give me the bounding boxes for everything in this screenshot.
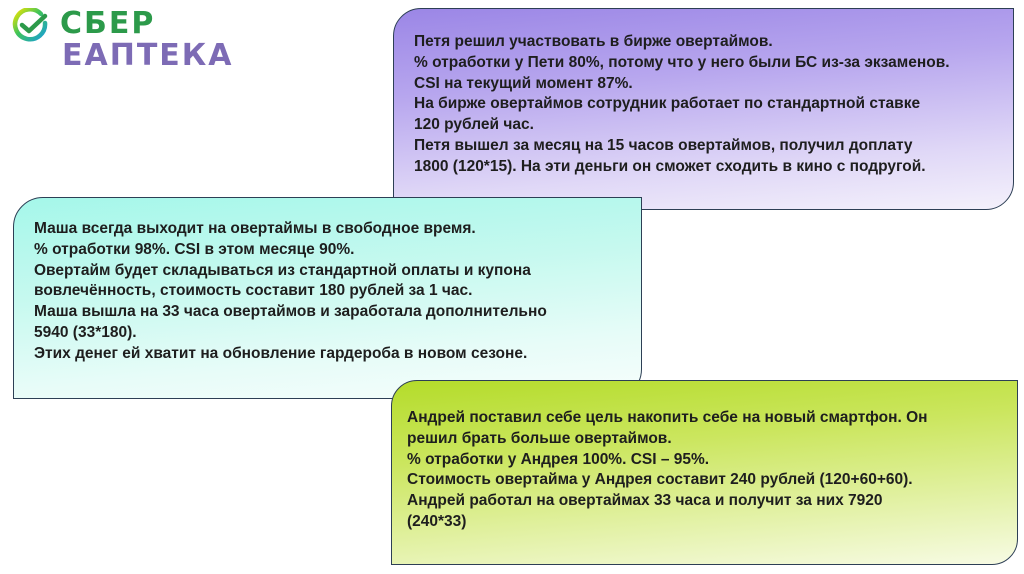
card-masha — [13, 197, 642, 399]
text-line: Стоимость овертайма у Андрея составит 240 рублей (120+60+60). — [407, 471, 913, 489]
text-line: 120 рублей час. — [414, 116, 534, 134]
logo-text-sber: СБЕР — [60, 6, 156, 41]
text-line: Андрей работал на овертаймах 33 часа и получит за них 7920 — [407, 492, 883, 510]
text-line: Андрей поставил себе цель накопить себе на новый смартфон. Он — [407, 409, 928, 426]
text-line: CSI на текущий момент 87%. — [414, 74, 633, 92]
text-line: Овертайм будет складываться из стандартной оплаты и купона — [34, 261, 531, 279]
text-line: (240*33) — [407, 512, 467, 530]
text-line: % отработки у Пети 80%, потому что у него были БС из-за экзаменов. — [414, 53, 950, 71]
text-line: Маша вышла на 33 часа овертаймов и заработала дополнительно — [34, 303, 547, 321]
text-line: % отработки 98%. CSI в этом месяце 90%. — [34, 240, 355, 258]
card-petya — [393, 8, 1014, 210]
text-line: вовлечённость, стоимость составит 180 рублей за 1 час. — [34, 282, 473, 300]
text-line: решил брать больше овертаймов. — [407, 429, 672, 447]
text-line: Этих денег ей хватит на обновление гардероба в новом сезоне. — [34, 344, 528, 362]
card-petya-text — [414, 32, 1004, 178]
card-andrey — [391, 380, 1018, 565]
card-masha-text — [34, 219, 634, 365]
text-line: 5940 (33*180). — [34, 323, 137, 341]
text-line: % отработки у Андрея 100%. CSI – 95%. — [407, 450, 710, 468]
text-line: На бирже овертаймов сотрудник работает по стандартной ставке — [414, 95, 921, 113]
logo-text-eapteka: ЕАПТЕКА — [62, 38, 234, 73]
text-line: Петя решил участвовать в бирже овертаймов. — [414, 33, 773, 50]
sber-eapteka-logo — [10, 4, 240, 74]
text-line: 1800 (120*15). На эти деньги он сможет сходить в кино с подругой. — [414, 157, 926, 175]
card-andrey-text — [407, 408, 1007, 533]
sber-check-circle-icon — [10, 8, 54, 44]
text-line: Петя вышел за месяц на 15 часов овертаймов, получил доплату — [414, 136, 913, 154]
text-line: Маша всегда выходит на овертаймы в свободное время. — [34, 220, 476, 237]
